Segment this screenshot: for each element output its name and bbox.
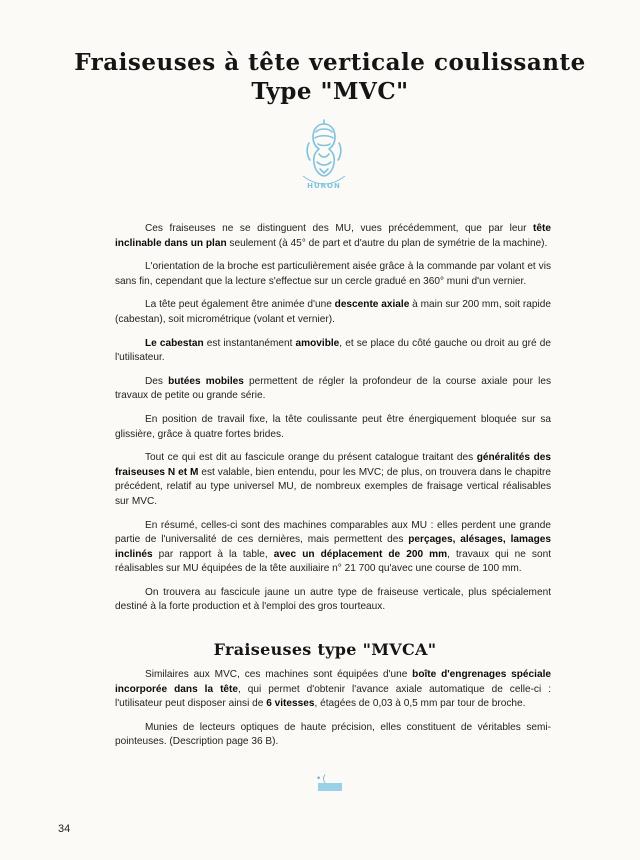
title-line-2: Type "MVC" bbox=[251, 78, 409, 105]
emphasis: avec un déplacement de 200 mm bbox=[273, 548, 448, 560]
section-subtitle: Fraiseuses type "MVCA" bbox=[213, 640, 437, 659]
emphasis: descente axiale bbox=[334, 299, 410, 311]
emphasis: perçages, alésages, lamages inclinés bbox=[115, 534, 551, 560]
emphasis: butées mobiles bbox=[168, 375, 244, 387]
huron-logo bbox=[297, 118, 351, 194]
paragraph-6: En position de travail fixe, la tête coulissante peut être énergiquement bloquée sur sa glissière, grâce à quatre fortes brides. bbox=[115, 413, 551, 440]
logo-wordmark: HURON bbox=[307, 182, 341, 190]
paragraph-7: Tout ce qui est dit au fascicule orange du présent catalogue traitant des généralités des fraiseuses N et M est valable, bien entendu, pour les MVC; de plus, on trouvera dans le chapitre précédent, relatif au type universel MU, de nombreux exemples de fraisage vertical réalisables sur MVC. bbox=[115, 452, 551, 507]
small-mark: • ( bbox=[317, 773, 326, 783]
emphasis: généralités des fraiseuses N et M bbox=[115, 452, 551, 478]
paragraph-4: Le cabestan est instantanément amovible, et se place du côté gauche ou droit au gré de l'utilisateur. bbox=[115, 337, 551, 364]
title-line-1: Fraiseuses à tête verticale coulissante bbox=[74, 49, 586, 76]
paragraph-mvca-2: Munies de lecteurs optiques de haute précision, elles constituent de véritables semi-pointeuses. (Description page 36 B). bbox=[115, 721, 551, 748]
emphasis: tête inclinable dans un plan bbox=[115, 223, 551, 249]
color-tab-marker bbox=[318, 783, 342, 791]
paragraph-1: Ces fraiseuses ne se distinguent des MU, vues précédemment, que par leur tête inclinable dans un plan seulement (à 45° de part et d'autre du plan de symétrie de la machine). bbox=[115, 223, 551, 249]
paragraph-9: On trouvera au fascicule jaune un autre type de fraiseuse verticale, plus spécialement destiné à la forte production et à l'emploi des gros tourteaux. bbox=[115, 586, 551, 613]
mvca-text bbox=[115, 668, 551, 759]
page-title bbox=[40, 48, 620, 106]
emphasis: 6 vitesses bbox=[266, 698, 315, 710]
emphasis: boîte d'engrenages spéciale incorporée dans la tête bbox=[115, 669, 551, 695]
emphasis: Le cabestan bbox=[145, 337, 204, 349]
paragraph-5: Des butées mobiles permettent de régler la profondeur de la course axiale pour les travaux de petite ou grande série. bbox=[115, 375, 551, 402]
paragraph-3: La tête peut également être animée d'une descente axiale à main sur 200 mm, soit rapide (cabestan), soit micrométrique (volant et vernier). bbox=[115, 299, 551, 325]
paragraph-mvca-1: Similaires aux MVC, ces machines sont équipées d'une boîte d'engrenages spéciale incorporée dans la tête, qui permet d'obtenir l'avance axiale automatique de celle-ci : l'utilisateur peut disposer ainsi de 6 vitesses, étagées de 0,03 à 0,5 mm par tour de broche. bbox=[115, 669, 551, 710]
paragraph-8: En résumé, celles-ci sont des machines comparables aux MU : elles perdent une grande partie de l'universalité de ces dernières, mais permettent des perçages, alésages, lamages inclinés par rapport à la table, avec un déplacement de 200 mm, travaux qui ne sont réalisables sur MU équipées de la tête auxiliaire n° 21 700 qu'avec une course de 100 mm. bbox=[115, 519, 552, 575]
main-text bbox=[115, 222, 551, 624]
emphasis: amovible bbox=[295, 337, 340, 349]
page-number: 34 bbox=[58, 823, 71, 835]
paragraph-2: L'orientation de la broche est particulièrement aisée grâce à la commande par volant et vis sans fin, cependant que la lecture s'effectue sur un cercle gradué en 360° muni d'un vernier. bbox=[115, 261, 551, 287]
